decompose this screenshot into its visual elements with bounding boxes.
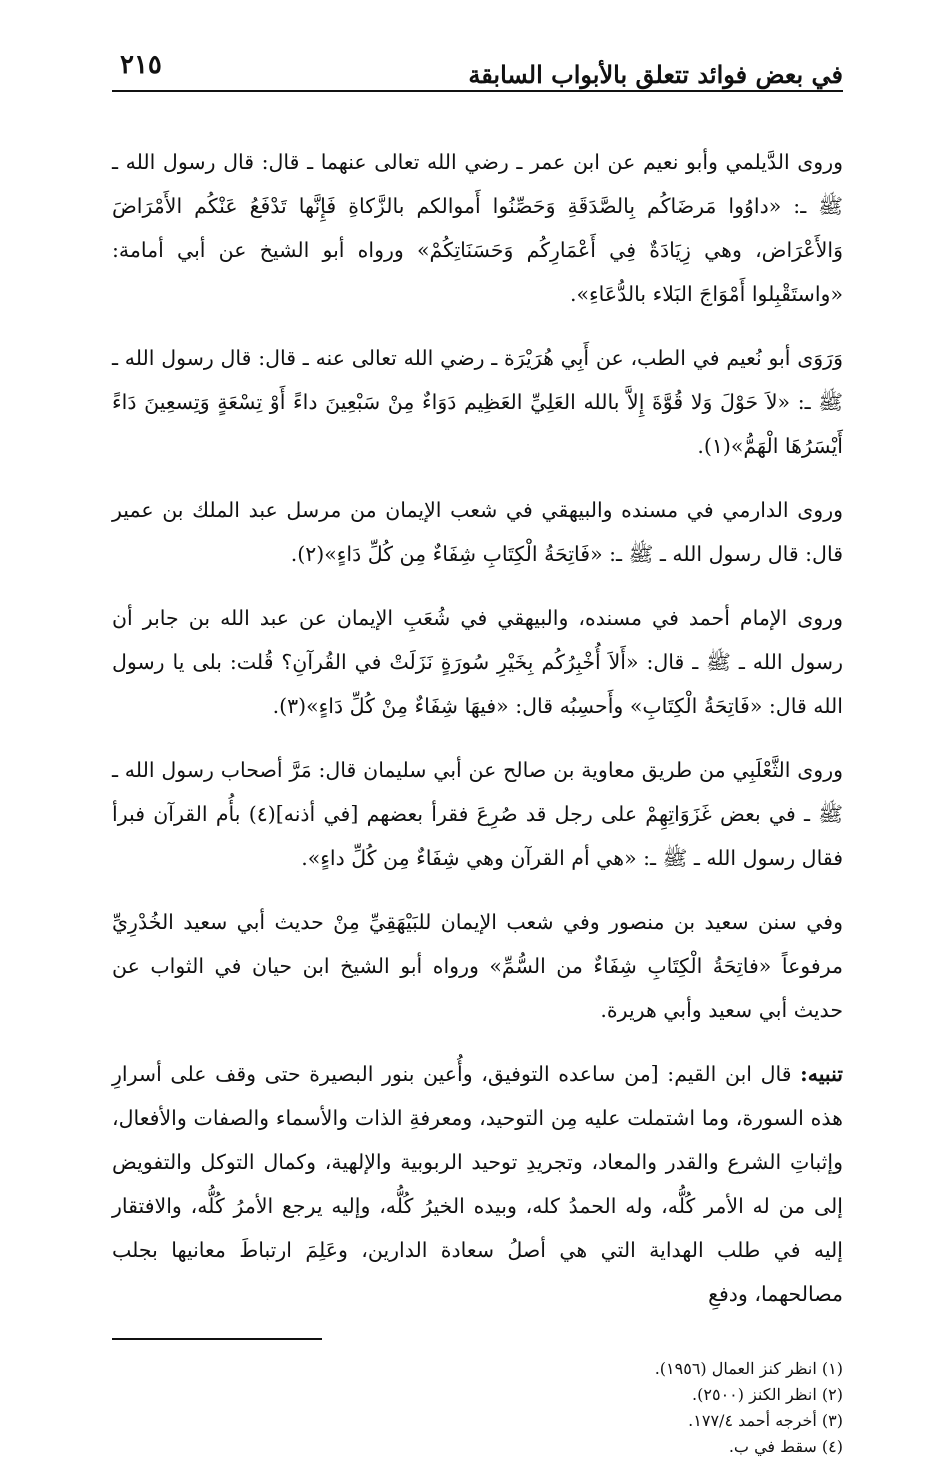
footnote-3: (٣) أخرجه أحمد ١٧٧/٤.: [688, 1411, 843, 1430]
paragraph-text: وفي سنن سعيد بن منصور وفي شعب الإيمان للبَيْهَقِيِّ مِنْ حديث أبي سعيد الخُدْرِيِّ مرفوعاً «فاتِحَةُ الْكِتَابِ شِفَاءٌ من السُّمِّ» ورواه أبو الشيخ ابن حيان في الثواب عن حديث أبي سعيد وأبي هريرة.: [112, 910, 843, 1022]
header-rule: [112, 90, 843, 92]
paragraph-7-note: [112, 1052, 843, 1316]
paragraph-text: وروى الدارمي في مسنده والبيهقي في شعب الإيمان من مرسل عبد الملك بن عمير قال: قال رسول الله ـ ﷺ ـ: «فَاتِحَةُ الْكِتَابِ شِفَاءٌ مِن كُلِّ دَاءٍ»(٢).: [112, 498, 843, 566]
running-header: [112, 46, 843, 96]
paragraph-1: [112, 140, 843, 316]
running-header-title: في بعض فوائد تتعلق بالأبواب السابقة: [468, 60, 843, 89]
paragraph-2: [112, 336, 843, 468]
note-lead: تنبيه:: [800, 1062, 843, 1086]
paragraph-text: وروى الدَّيلمي وأبو نعيم عن ابن عمر ـ رضي الله تعالى عنهما ـ قال: قال رسول الله ـ ﷺ ـ: «داوُوا مَرضَاكُم بِالصَّدَقَةِ وَحَصِّنُوا أَموالكم بالزَّكاةِ فَإِنَّها تَدْفَعُ عَنْكُم الأَمْرَاضَ وَالأَعْرَاض، وهي زِيَادَةٌ فِي أَعْمَارِكُم وَحَسَنَاتِكُمْ» ورواه أبو الشيخ عن أبي أمامة: «واستَقْبِلوا أَمْوَاجَ البَلاء بالدُّعَاءِ».: [112, 150, 843, 306]
paragraph-text: قال ابن القيم: [من ساعده التوفيق، وأُعين بنور البصيرة حتى وقف على أسرارِ هذه السورة، وما اشتملت عليه مِن التوحيد، ومعرفةِ الذات والأسماء والصفات والأفعال، وإثباتِ الشرع والقدر والمعاد، وتجريدِ توحيد الربوبية والإلهية، وكمال التوكل والتفويض إلى من له الأمر كُلُّه، وله الحمدُ كله، وبيده الخيرُ كُلُّه، وإليه يرجع الأمرُ كُلُّه، والافتقار إليه في طلب الهداية التي هي أصلُ سعادة الدارين، وعَلِمَ ارتباطَ معانيها بجلب مصالحهما، ودفعِ: [112, 1062, 843, 1306]
footnote-1: (١) انظر كنز العمال (١٩٥٦).: [654, 1359, 843, 1378]
paragraph-text: وروى الثَّعْلَبِي من طريق معاوية بن صالح عن أبي سليمان قال: مَرَّ أصحاب رسول الله ـ ﷺ ـ في بعض غَزَوَاتِهِمْ على رجل قد صُرِعَ فقرأ بعضهم [في أذنه](٤) بأُم القرآن فبرأ فقال رسول الله ـ ﷺ ـ: «هي أم القرآن وهي شِفَاءٌ مِن كُلِّ داءٍ».: [112, 758, 843, 870]
paragraph-3: [112, 488, 843, 576]
footnote-4: (٤) سقط في ب.: [728, 1437, 843, 1456]
page-number: ٢١٥: [120, 50, 162, 80]
paragraph-4: [112, 596, 843, 728]
paragraph-6: [112, 900, 843, 1032]
page-body: [112, 140, 843, 1316]
paragraph-5: [112, 748, 843, 880]
footnotes: [112, 1356, 843, 1460]
footnote-rule: [112, 1338, 322, 1340]
footnote-2: (٢) انظر الكنز (٢٥٠٠).: [692, 1385, 843, 1404]
paragraph-text: وروى الإمام أحمد في مسنده، والبيهقي في شُعَبِ الإيمان عن عبد الله بن جابر أن رسول الله ـ ﷺ ـ قال: «أَلاَ أُخْبِرُكُم بِخَيْرِ سُورَةٍ نَزَلَتْ في القُرآنِ؟ قُلت: بلى يا رسول الله قال: «فَاتِحَةُ الْكِتَابِ» وأَحسِبُه قال: «فيهَا شِفَاءٌ مِنْ كُلِّ دَاءٍ»(٣).: [112, 606, 843, 718]
paragraph-text: وَرَوَى أبو نُعيم في الطب، عن أَبِي هُرَيْرَة ـ رضي الله تعالى عنه ـ قال: قال رسول الله ـ ﷺ ـ: «لاَ حَوْلَ وَلا قُوَّةَ إِلاَّ بالله العَلِيِّ العَظِيم دَوَاءٌ مِنْ سَبْعِينَ داءً أَوْ تِسْعَةٍ وَتِسعِينَ دَاءً أَيْسَرُهَا الْهَمُّ»(١).: [112, 346, 843, 458]
